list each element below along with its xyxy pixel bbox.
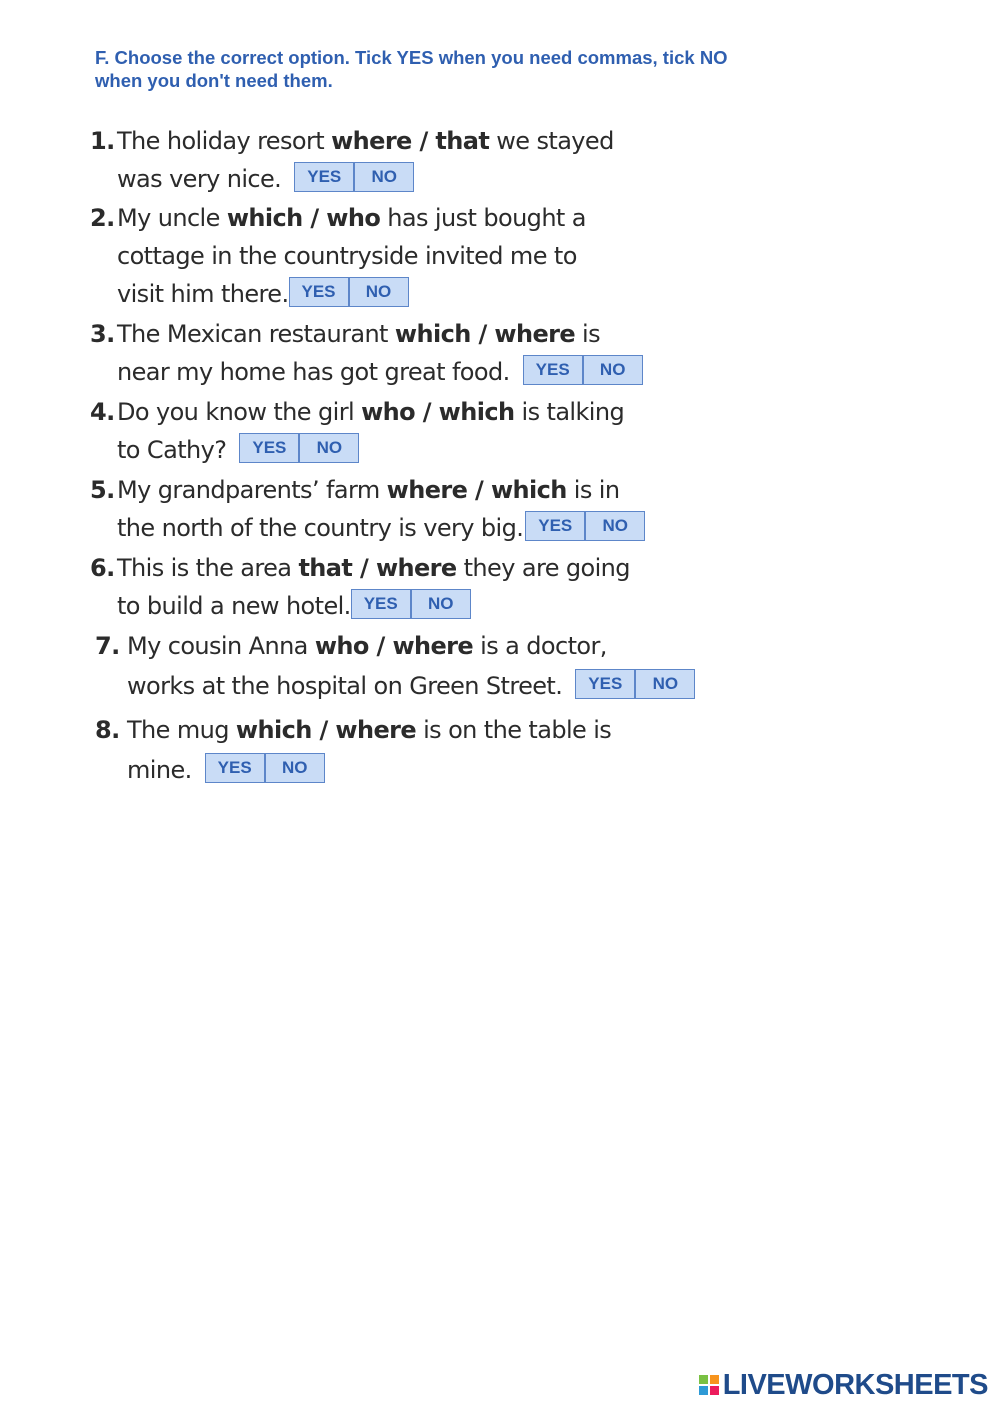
- question-text: My cousin Anna: [127, 632, 315, 660]
- instructions-line-2: when you don't need them.: [95, 70, 333, 91]
- no-option[interactable]: NO: [410, 590, 470, 618]
- question-text: works at the hospital on Green Street.: [127, 672, 570, 700]
- question-2: [90, 199, 586, 313]
- question-text: is talking: [514, 398, 625, 426]
- choice-words: where / that: [331, 127, 490, 155]
- question-1: [90, 122, 614, 198]
- question-text: My uncle: [117, 204, 227, 232]
- question-text: mine.: [127, 756, 199, 784]
- question-6: [90, 549, 630, 625]
- question-text: is in: [566, 476, 620, 504]
- choice-words: who / which: [361, 398, 515, 426]
- yes-no-selector: [523, 355, 643, 385]
- yes-option[interactable]: YES: [535, 360, 570, 379]
- question-text: My grandparents’ farm: [117, 476, 387, 504]
- choice-words: which / where: [235, 716, 417, 744]
- question-8: [95, 710, 611, 790]
- yes-option[interactable]: YES: [363, 594, 398, 613]
- choice-words: where / which: [386, 476, 567, 504]
- yes-option[interactable]: YES: [588, 674, 623, 693]
- question-text: visit him there.: [117, 280, 289, 308]
- question-text: This is the area: [117, 554, 299, 582]
- yes-no-selector: [239, 433, 359, 463]
- question-text: they are going: [456, 554, 630, 582]
- question-number: 8.: [95, 716, 120, 744]
- question-text: was very nice.: [117, 165, 289, 193]
- choice-words: which / where: [394, 320, 576, 348]
- yes-option[interactable]: YES: [252, 438, 287, 457]
- question-text: to build a new hotel.: [117, 592, 351, 620]
- no-option[interactable]: NO: [582, 356, 642, 384]
- yes-option[interactable]: YES: [538, 516, 573, 535]
- question-5: [90, 471, 645, 547]
- question-number: 3.: [90, 320, 115, 348]
- question-text: near my home has got great food.: [117, 358, 517, 386]
- yes-option[interactable]: YES: [307, 167, 342, 186]
- yes-no-selector: [205, 753, 325, 783]
- yes-option[interactable]: YES: [301, 282, 336, 301]
- yes-no-selector: [289, 277, 409, 307]
- question-text: The holiday resort: [117, 127, 332, 155]
- question-text: is a doctor,: [473, 632, 607, 660]
- question-text: we stayed: [489, 127, 614, 155]
- question-number: 6.: [90, 554, 115, 582]
- choice-words: who / where: [314, 632, 474, 660]
- question-number: 5.: [90, 476, 115, 504]
- question-3: [90, 315, 643, 391]
- question-7: [95, 626, 695, 706]
- question-number: 2.: [90, 204, 115, 232]
- yes-no-selector: [575, 669, 695, 699]
- question-text: has just bought a: [380, 204, 586, 232]
- liveworksheets-logo-icon: [699, 1375, 719, 1395]
- question-text: The Mexican restaurant: [117, 320, 395, 348]
- no-option[interactable]: NO: [298, 434, 358, 462]
- question-number: 7.: [95, 632, 120, 660]
- question-text: to Cathy?: [117, 436, 234, 464]
- question-4: [90, 393, 624, 469]
- question-text: Do you know the girl: [117, 398, 362, 426]
- question-number: 4.: [90, 398, 115, 426]
- liveworksheets-brand: [699, 1370, 988, 1400]
- question-text: cottage in the countryside invited me to: [117, 242, 577, 270]
- brand-name: LIVEWORKSHEETS: [722, 1368, 988, 1401]
- choice-words: that / where: [298, 554, 457, 582]
- instructions: [95, 46, 855, 92]
- yes-no-selector: [525, 511, 645, 541]
- question-text: is: [575, 320, 601, 348]
- question-number: 1.: [90, 127, 115, 155]
- no-option[interactable]: NO: [353, 163, 413, 191]
- yes-option[interactable]: YES: [217, 758, 252, 777]
- yes-no-selector: [294, 162, 414, 192]
- yes-no-selector: [351, 589, 471, 619]
- choice-words: which / who: [226, 204, 381, 232]
- no-option[interactable]: NO: [264, 754, 324, 782]
- question-text: The mug: [127, 716, 236, 744]
- instructions-line-1: F. Choose the correct option. Tick YES when you need commas, tick NO: [95, 47, 728, 68]
- no-option[interactable]: NO: [348, 278, 408, 306]
- question-text: the north of the country is very big.: [117, 514, 524, 542]
- question-text: is on the table is: [416, 716, 612, 744]
- no-option[interactable]: NO: [584, 512, 644, 540]
- no-option[interactable]: NO: [634, 670, 694, 698]
